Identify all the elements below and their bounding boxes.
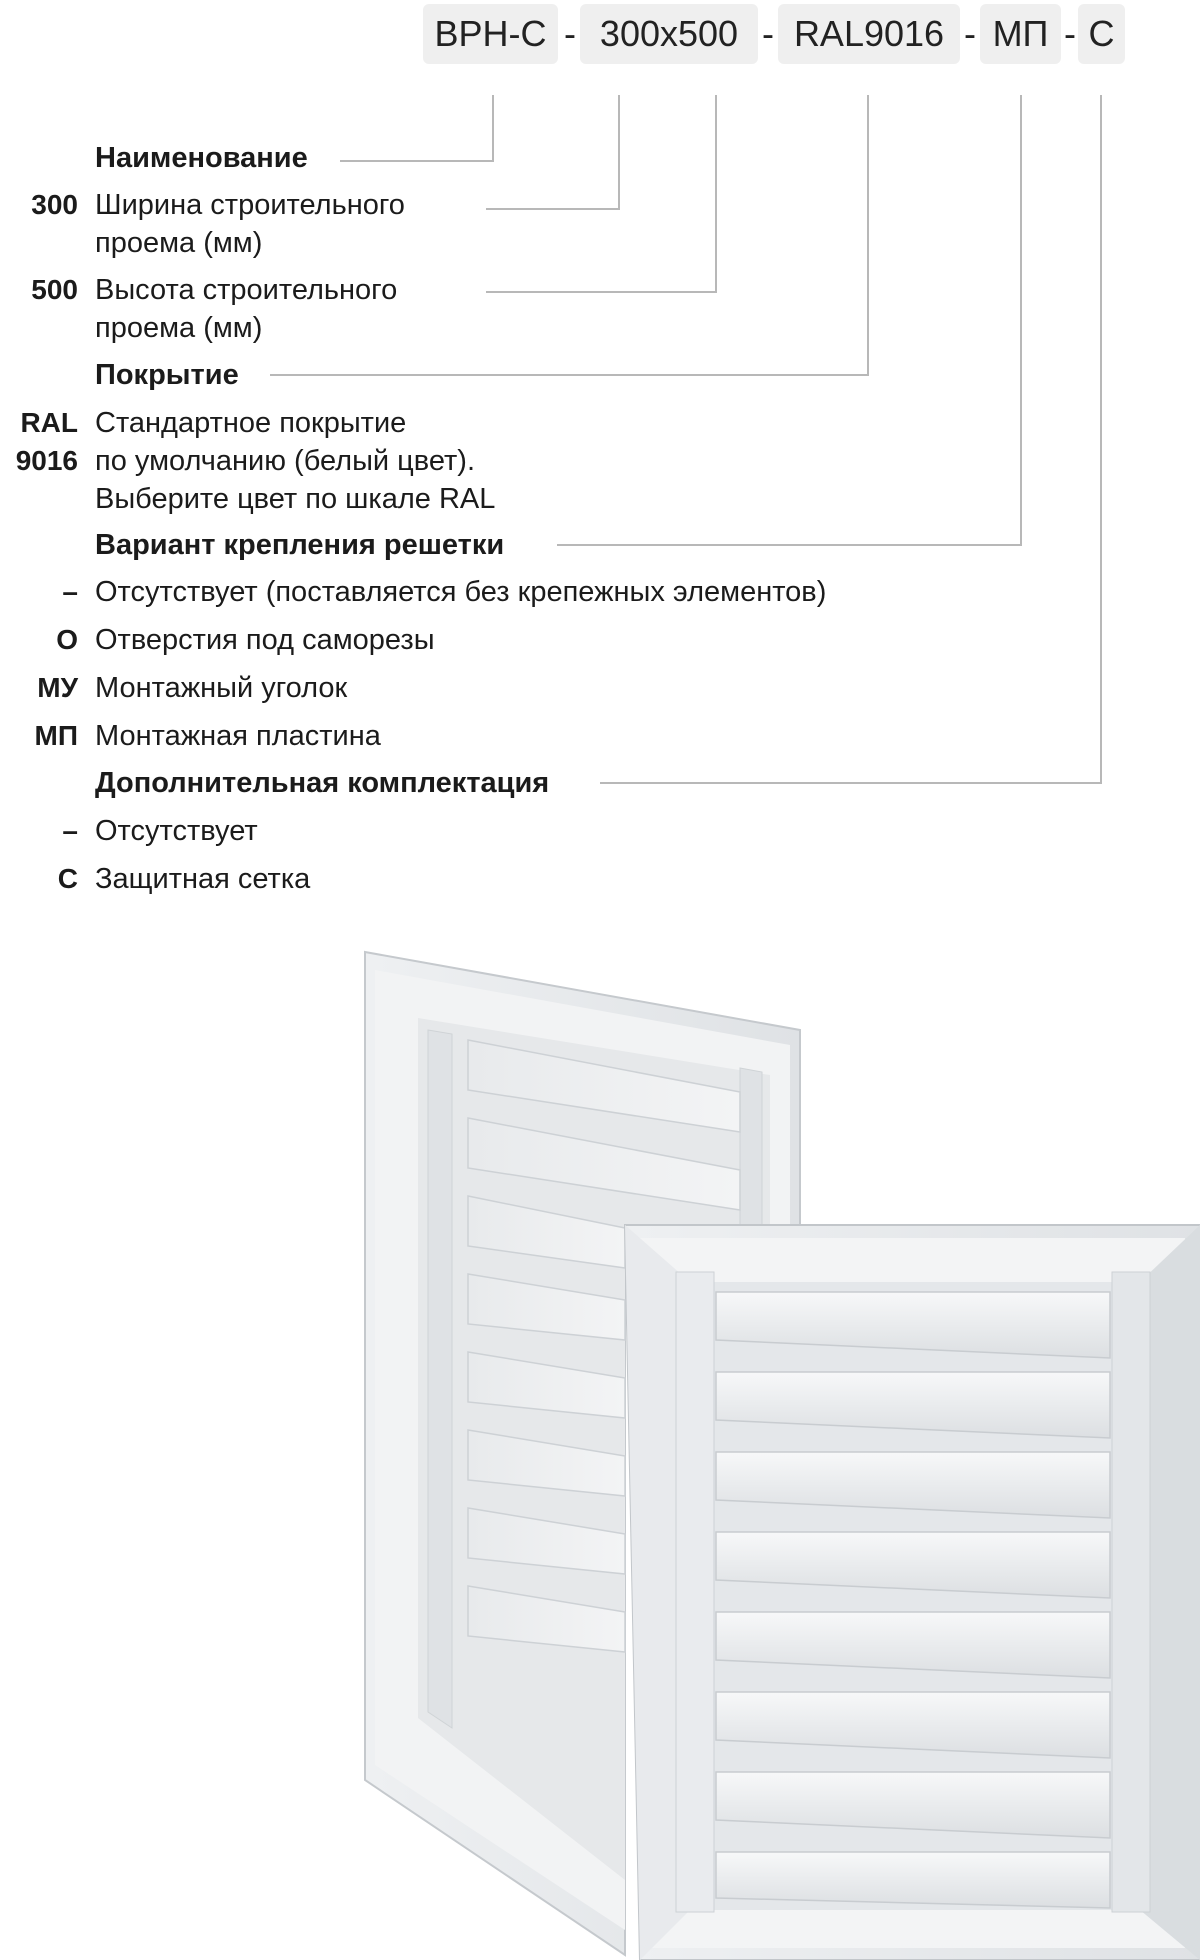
mount-option-code: МУ [37,672,78,703]
mount-header: Вариант крепления решетки [95,529,505,561]
code-chip-model: ВРН-С [423,4,558,64]
width-code: 300 [31,189,78,220]
coating-header: Покрытие [95,359,239,391]
mount-option-text: Отверстия под саморезы [95,624,435,656]
coating-text-line2: по умолчанию (белый цвет). [95,445,476,477]
leader-line-coating [270,95,868,375]
code-separator: - [1064,13,1076,54]
height-code: 500 [31,274,78,305]
name-header: Наименование [95,142,308,174]
product-image-grilles [0,940,1200,1960]
width-text-line1: Ширина строительного [95,189,405,221]
code-chip-size: 300х500 [580,4,758,64]
code-chip-extra: С [1078,4,1125,64]
extra-option-code: – [62,815,78,846]
width-text-line2: проема (мм) [95,227,263,259]
mount-option-text: Монтажный уголок [95,672,348,704]
code-separator: - [964,13,976,54]
code-chip-color: RAL9016 [778,4,960,64]
leader-line-width [486,95,619,209]
leader-line-name [340,95,493,161]
coating-text-line1: Стандартное покрытие [95,407,407,439]
coating-text-line3: Выберите цвет по шкале RAL [95,483,496,515]
leader-line-height [486,95,716,292]
extra-header: Дополнительная комплектация [95,767,550,799]
extra-option-text: Отсутствует [95,815,258,847]
coating-code-line1: RAL [20,407,78,438]
extra-option-code: С [57,863,78,894]
mount-option-text: Монтажная пластина [95,720,381,752]
height-text-line2: проема (мм) [95,312,263,344]
mount-option-code: – [62,576,78,607]
front-grille [625,1225,1200,1960]
mount-option-code: О [56,624,78,655]
code-separator: - [762,13,774,54]
mount-option-code: МП [34,720,78,751]
code-separator: - [564,13,576,54]
leader-line-extra [600,95,1101,783]
height-text-line1: Высота строительного [95,274,398,306]
mount-option-text: Отсутствует (поставляется без крепежных элементов) [95,576,827,608]
code-chip-mount: МП [980,4,1061,64]
leader-line-mount [557,95,1021,545]
extra-option-text: Защитная сетка [95,863,311,895]
coating-code-line2: 9016 [15,445,78,476]
